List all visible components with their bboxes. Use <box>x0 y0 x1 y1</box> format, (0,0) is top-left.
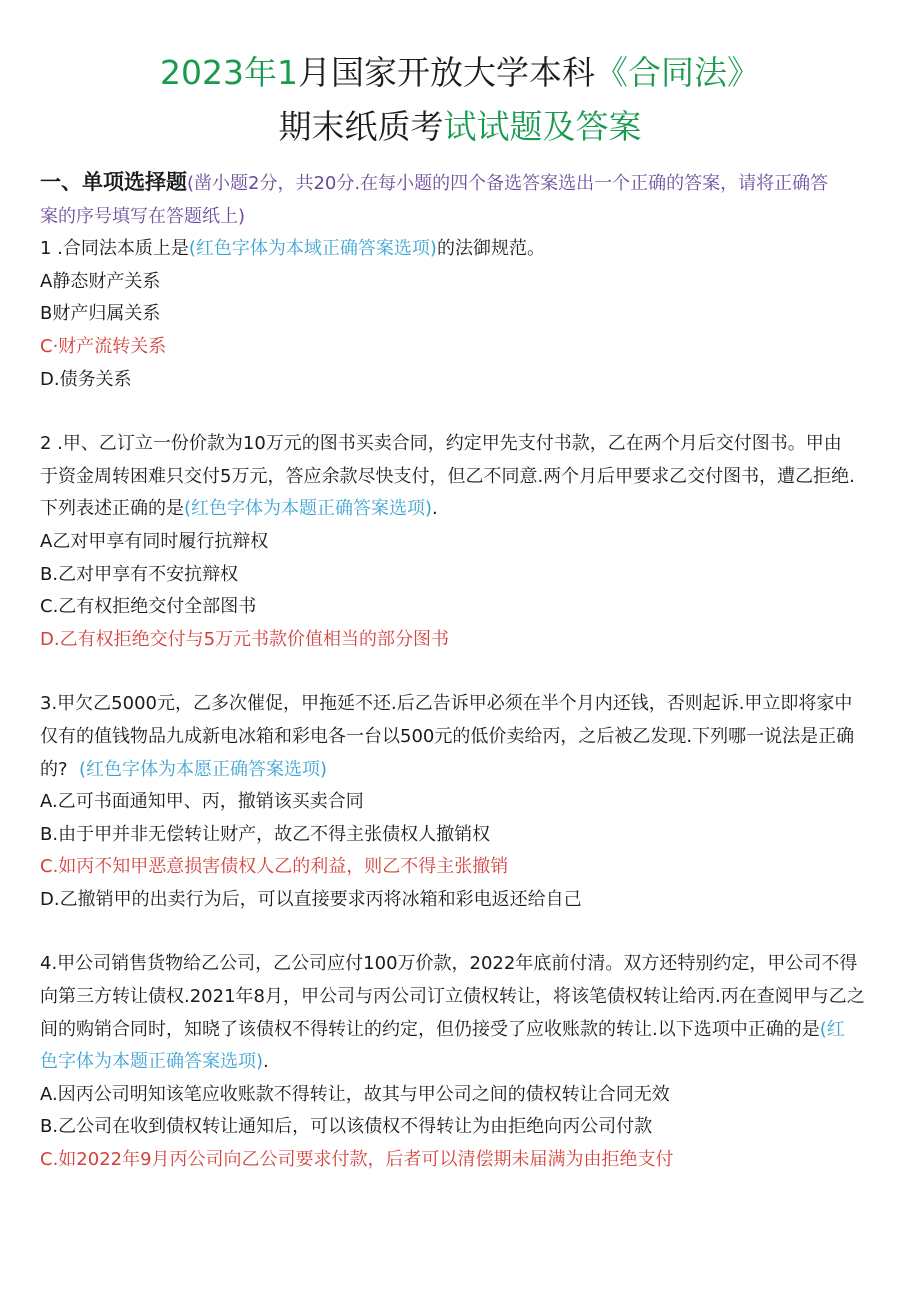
exam-body <box>40 166 882 1177</box>
question-3-text: 的? <box>40 758 68 780</box>
question-3-hint: (红色字体为本愿正确答案选项) <box>79 758 328 780</box>
title-course: 《合同法》 <box>594 53 760 92</box>
question-4-stem-line-2: 向第三方转让债权.2021年8月，甲公司与丙公司订立债权转让，将该笔债权转让给丙.丙在查阅甲与乙之 <box>40 986 865 1008</box>
question-3-option-a: A.乙可书面通知甲、丙，撤销该买卖合同 <box>40 791 364 813</box>
question-1-option-c-answer: C·财产流转关系 <box>40 335 167 357</box>
question-2-option-b: B.乙对甲享有不安抗辩权 <box>40 563 239 585</box>
question-1-stem <box>40 233 882 266</box>
question-2-option-c: C.乙有权拒绝交付全部图书 <box>40 596 257 618</box>
question-2-end: . <box>432 498 438 520</box>
spacer <box>40 916 882 948</box>
question-2-hint: (红色字体为本题正确答案选项) <box>184 498 433 520</box>
title-institution: 月国家开放大学本科 <box>297 53 595 92</box>
spacer <box>40 656 882 688</box>
title-line-1 <box>0 0 920 92</box>
question-4-text: 间的购销合同时，知晓了该债权不得转让的约定，但仍接受了应收账款的转让.以下选项中正确的是 <box>40 1018 820 1040</box>
section-header <box>40 166 882 201</box>
title-suffix: 试试题及答案 <box>443 107 642 146</box>
question-4-hint-start: (红 <box>819 1018 845 1040</box>
question-4-hint-end: 色字体为本题正确答案选项) <box>40 1051 264 1073</box>
section-note-cont: 案的序号填写在答题纸上) <box>40 205 246 227</box>
title-line-2 <box>0 89 920 146</box>
question-3-stem-line-1: 3.甲欠乙5000元，乙多次催促，甲拖延不还.后乙告诉甲必须在半个月内还钱，否则起诉.甲立即将家中 <box>40 693 853 715</box>
question-4-end: . <box>263 1051 269 1073</box>
question-2-text: 下列表述正确的是 <box>40 498 184 520</box>
question-1-option-b: B财产归属关系 <box>40 303 161 325</box>
question-1-hint: (红色字体为本域正确答案选项) <box>188 238 437 260</box>
question-3-stem-line-3 <box>40 754 882 787</box>
title-exam-type: 期末纸质考 <box>278 107 444 146</box>
section-note: (凿小题2分，共20分.在每小题的四个备选答案选出一个正确的答案，请将正确答 <box>187 173 829 194</box>
question-2-stem-line-2: 于资金周转困难只交付5万元，答应余款尽快支付，但乙不同意.两个月后甲要求乙交付图书，遭乙拒绝. <box>40 465 855 487</box>
question-2-option-d-answer: D.乙有权拒绝交付与5万元书款价值相当的部分图书 <box>40 628 450 650</box>
title-year: 2023年1 <box>160 53 298 92</box>
question-4-stem-line-3 <box>40 1014 882 1047</box>
spacer <box>40 396 882 428</box>
question-2-option-a: A乙对甲享有同时履行抗辩权 <box>40 530 269 552</box>
question-3-option-c-answer: C.如丙不知甲恶意损害债权人乙的利益，则乙不得主张撤销 <box>40 856 509 878</box>
question-4-option-a: A.因丙公司明知该笔应收账款不得转让，故其与甲公司之间的债权转让合同无效 <box>40 1083 670 1105</box>
question-1-text-a: 1 .合同法本质上是 <box>40 238 189 260</box>
question-3-stem-line-2: 仅有的值钱物品九成新电冰箱和彩电各一台以500元的低价卖给丙，之后被乙发现.下列哪一说法是正确 <box>40 725 855 747</box>
question-3-option-d: D.乙撤销甲的出卖行为后，可以直接要求丙将冰箱和彩电返还给自己 <box>40 888 582 910</box>
question-3-option-b: B.由于甲并非无偿转让财产，故乙不得主张债权人撤销权 <box>40 823 491 845</box>
question-2-stem-line-3 <box>40 493 882 526</box>
question-2-stem-line-1: 2 .甲、乙订立一份价款为10万元的图书买卖合同，约定甲先支付书款，乙在两个月后交付图书。甲由 <box>40 433 842 455</box>
question-1-text-b: 的法御规范。 <box>436 238 545 260</box>
question-1-option-d: D.债务关系 <box>40 368 132 390</box>
section-heading: 一、单项选择题 <box>40 170 187 194</box>
question-4-stem-line-1: 4.甲公司销售货物给乙公司，乙公司应付100万价款，2022年底前付清。双方还特别约定，甲公司不得 <box>40 953 858 975</box>
question-4-option-b: B.乙公司在收到债权转让通知后，可以该债权不得转让为由拒绝向丙公司付款 <box>40 1116 653 1138</box>
question-4-option-c-answer: C.如2022年9月丙公司向乙公司要求付款，后者可以清偿期未届满为由拒绝支付 <box>40 1149 674 1171</box>
question-1-option-a: A静态财产关系 <box>40 270 161 292</box>
question-4-stem-line-4 <box>40 1046 882 1079</box>
